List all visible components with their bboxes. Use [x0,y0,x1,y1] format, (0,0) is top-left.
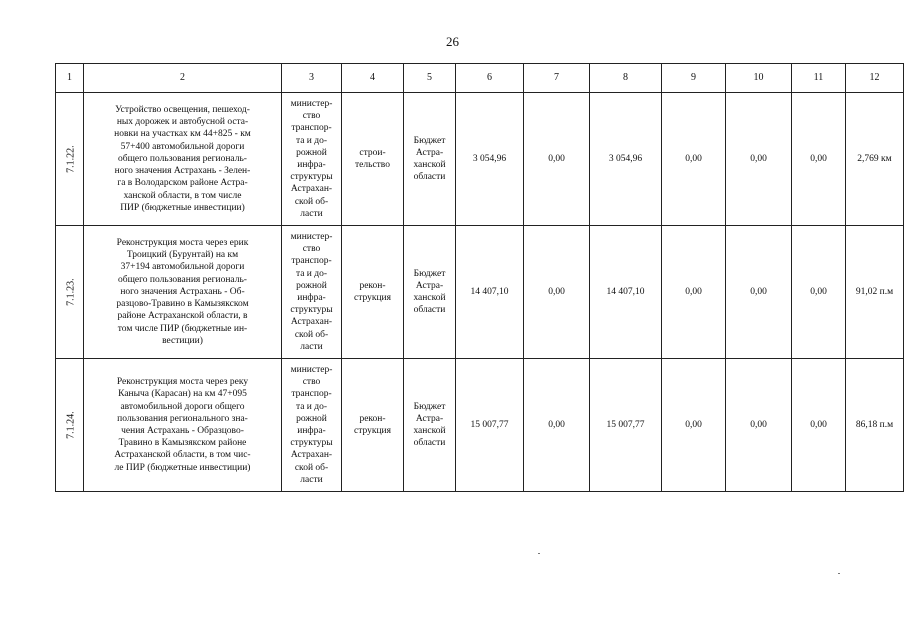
cell-col9: 0,00 [662,93,726,226]
row-code-cell [56,226,84,359]
cell-executor: министер- ство транспор- та и до- рожной инфра- структуры Астрахан- ской об- ласти [282,93,342,226]
cell-col8: 15 007,77 [590,359,662,492]
cell-col9: 0,00 [662,226,726,359]
scan-speck [538,553,540,554]
table-row [56,226,904,359]
cell-col9: 0,00 [662,359,726,492]
column-header: 1 [56,64,84,93]
column-number-row [56,64,904,93]
column-header: 2 [84,64,282,93]
page-number: 26 [446,34,459,49]
column-header: 8 [590,64,662,93]
table-row [56,359,904,492]
cell-col11: 0,00 [792,226,846,359]
cell-description: Реконструкция моста через реку Канычa (Карасан) на км 47+095 автомобильной дороги общего пользования регионального зна- чения Астрахань - Образцово- Травино в Камызякском районе Астраханской области, в том чис- ле ПИР (бюджетные инвестиции) [84,359,282,492]
cell-result: 91,02 п.м [846,226,904,359]
cell-col11: 0,00 [792,93,846,226]
cell-source: Бюджет Астра- ханской области [404,359,456,492]
cell-total: 3 054,96 [456,93,524,226]
row-code: 7.1.24. [65,411,77,439]
column-header: 4 [342,64,404,93]
column-header: 10 [726,64,792,93]
cell-col10: 0,00 [726,93,792,226]
cell-total: 15 007,77 [456,359,524,492]
cell-source: Бюджет Астра- ханской области [404,93,456,226]
cell-col8: 3 054,96 [590,93,662,226]
cell-col7: 0,00 [524,359,590,492]
cell-col8: 14 407,10 [590,226,662,359]
cell-type: рекон- струкция [342,359,404,492]
scan-speck [838,573,840,574]
cell-type: строи- тельство [342,93,404,226]
cell-type: рекон- струкция [342,226,404,359]
table-row [56,93,904,226]
cell-description: Реконструкция моста через ерик Троицкий (Бурунтай) на км 37+194 автомобильной дороги общего пользования региональ- ного значения Астрахань - Об- разцово-Травино в Камызякском районе Астраханской области, в том числе ПИР (бюджетные ин- вестиции) [84,226,282,359]
row-code-cell [56,359,84,492]
cell-col7: 0,00 [524,93,590,226]
cell-executor: министер- ство транспор- та и до- рожной инфра- структуры Астрахан- ской об- ласти [282,226,342,359]
cell-result: 2,769 км [846,93,904,226]
cell-col7: 0,00 [524,226,590,359]
column-header: 6 [456,64,524,93]
row-code: 7.1.22. [65,145,77,173]
cell-executor: министер- ство транспор- та и до- рожной инфра- структуры Астрахан- ской об- ласти [282,359,342,492]
column-header: 9 [662,64,726,93]
cell-result: 86,18 п.м [846,359,904,492]
column-header: 12 [846,64,904,93]
cell-source: Бюджет Астра- ханской области [404,226,456,359]
column-header: 7 [524,64,590,93]
cell-col11: 0,00 [792,359,846,492]
cell-description: Устройство освещения, пешеход- ных дорожек и автобусной оста- новки на участках км 44+825 - км 57+400 автомобильной дороги общего пользования региональ- ного значения Астрахань - Зелен- га в Володарском районе Астра- ханской области, в том числе ПИР (бюджетные инвестиции) [84,93,282,226]
cell-col10: 0,00 [726,226,792,359]
budget-table [55,63,904,492]
column-header: 3 [282,64,342,93]
cell-total: 14 407,10 [456,226,524,359]
row-code-cell [56,93,84,226]
column-header: 5 [404,64,456,93]
cell-col10: 0,00 [726,359,792,492]
column-header: 11 [792,64,846,93]
row-code: 7.1.23. [65,278,77,306]
